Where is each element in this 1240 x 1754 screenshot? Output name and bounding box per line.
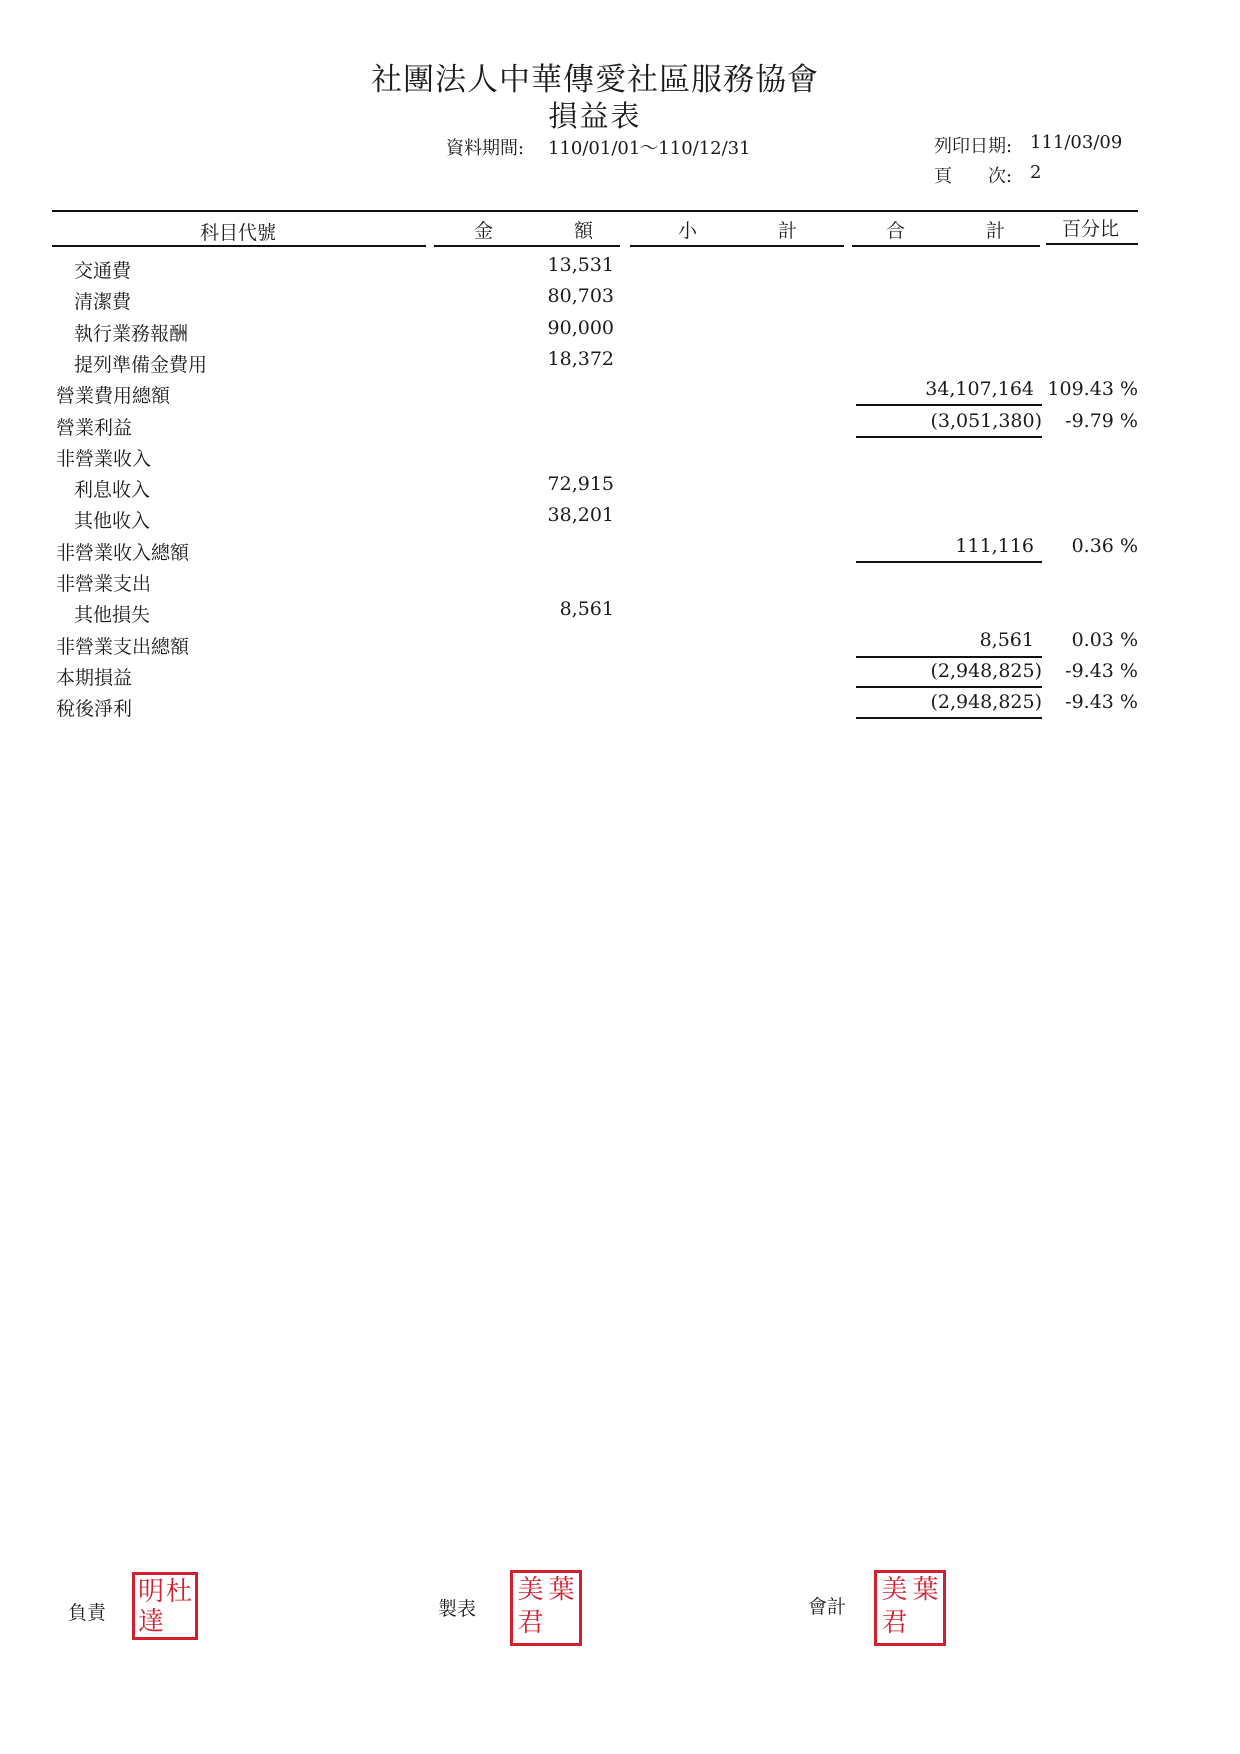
account-name: 非營業收入總額 [56, 542, 190, 564]
account-name: 本期損益 [56, 667, 133, 689]
percent-value: -9.79 % [1065, 410, 1138, 432]
total-value: 34,107,164 [925, 378, 1034, 400]
account-name: 利息收入 [74, 479, 151, 501]
percent-value: 109.43 % [1047, 378, 1138, 400]
account-name: 清潔費 [74, 291, 132, 313]
column-total-b: 計 [986, 220, 1006, 242]
rule-net-income-after-tax [856, 717, 1042, 719]
total-value: (2,948,825) [930, 660, 1042, 682]
amount-value: 80,703 [547, 285, 614, 307]
amount-value: 18,372 [547, 348, 614, 370]
column-total-a: 合 [886, 220, 906, 242]
account-name: 營業利益 [56, 417, 133, 439]
amount-value: 90,000 [547, 317, 614, 339]
total-value: (2,948,825) [930, 691, 1042, 713]
header-rule-account [52, 245, 426, 247]
percent-value: -9.43 % [1065, 691, 1138, 713]
preparer-label: 製表 [438, 1598, 477, 1620]
column-subtotal-a: 小 [678, 220, 698, 242]
total-value: 8,561 [979, 629, 1034, 651]
header-rule-percent [1046, 243, 1138, 245]
account-name: 交通費 [74, 260, 132, 282]
amount-value: 8,561 [559, 598, 614, 620]
column-amount-a: 金 [474, 220, 494, 242]
account-name: 營業費用總額 [56, 385, 171, 407]
page-label: 頁 次: [934, 166, 1013, 187]
rule-net-income-period [856, 686, 1042, 688]
column-subtotal-b: 計 [778, 220, 798, 242]
header-rule-amount [434, 245, 620, 247]
accountant-seal: 美 葉 君 [874, 1570, 946, 1646]
column-amount-b: 額 [574, 220, 594, 242]
percent-value: -9.43 % [1065, 660, 1138, 682]
account-name: 執行業務報酬 [74, 323, 189, 345]
rule-operating-income [856, 436, 1042, 438]
rule-operating-expense-total [856, 404, 1042, 406]
report-title: 損益表 [548, 99, 642, 133]
responsible-seal: 明 杜 達 [132, 1572, 198, 1640]
account-name: 提列準備金費用 [74, 354, 208, 376]
header-rule-total [852, 245, 1040, 247]
total-value: (3,051,380) [930, 410, 1042, 432]
amount-value: 13,531 [547, 254, 614, 276]
table-top-rule [52, 210, 1138, 212]
print-date-label: 列印日期: [934, 136, 1013, 157]
percent-value: 0.03 % [1071, 629, 1138, 651]
organization-name: 社團法人中華傳愛社區服務協會 [371, 62, 819, 98]
account-name: 非營業支出 [56, 573, 152, 595]
header-rule-subtotal [630, 245, 844, 247]
period-value: 110/01/01～110/12/31 [548, 138, 751, 159]
account-name: 稅後淨利 [56, 698, 133, 720]
amount-value: 38,201 [547, 504, 614, 526]
percent-value: 0.36 % [1071, 535, 1138, 557]
account-name: 其他收入 [74, 510, 151, 532]
rule-nonop-income-total [856, 561, 1042, 563]
period-label: 資料期間: [446, 138, 525, 159]
page-value: 2 [1030, 162, 1042, 183]
preparer-seal: 美 葉 君 [510, 1570, 582, 1646]
print-date-value: 111/03/09 [1030, 132, 1123, 153]
column-percent: 百分比 [1062, 218, 1120, 240]
amount-value: 72,915 [547, 473, 614, 495]
total-value: 111,116 [955, 535, 1034, 557]
account-name: 非營業支出總額 [56, 636, 190, 658]
accountant-label: 會計 [808, 1596, 847, 1618]
responsible-label: 負責 [68, 1602, 107, 1624]
account-name: 非營業收入 [56, 448, 152, 470]
column-account: 科目代號 [200, 222, 277, 244]
rule-nonop-expense-total [856, 656, 1042, 658]
account-name: 其他損失 [74, 604, 151, 626]
